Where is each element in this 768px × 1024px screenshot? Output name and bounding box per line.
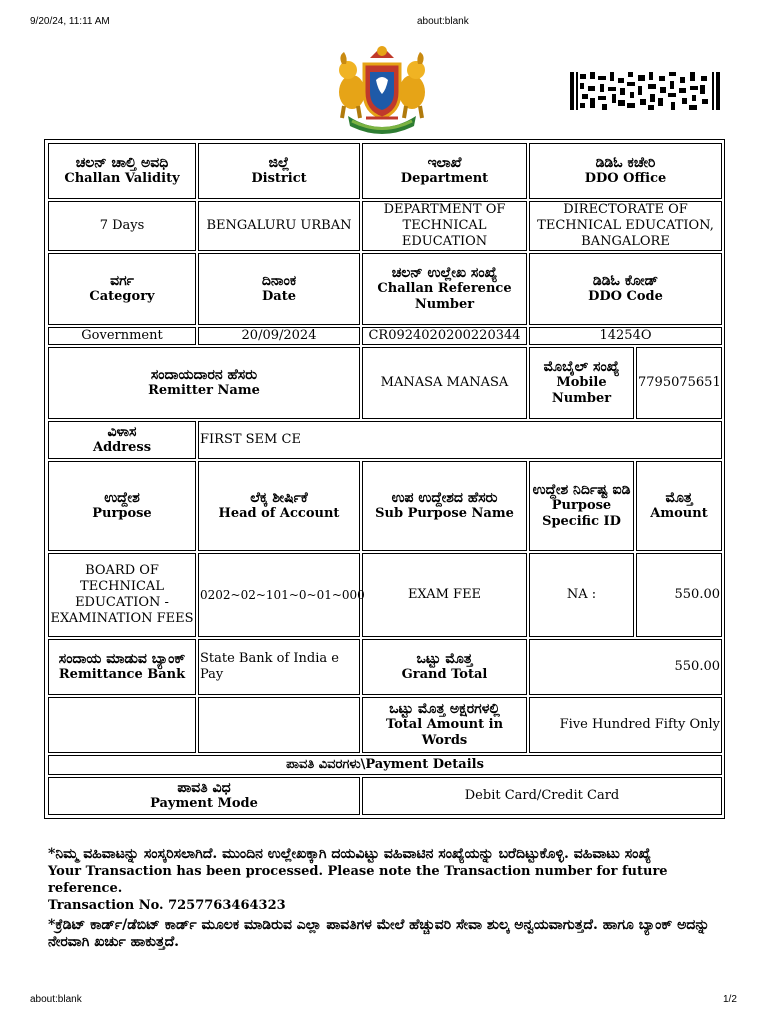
purpose-specific-id-value: NA : [529,553,634,637]
grand-total-label: ಒಟ್ಟು ಮೊತ್ತ Grand Total [362,639,527,695]
payment-mode-label: ಪಾವತಿ ವಿಧ Payment Mode [48,777,360,815]
remittance-bank-label: ಸಂದಾಯ ಮಾಡುವ ಬ್ಯಾಂಕ್ Remittance Bank [48,639,196,695]
total-words-value: Five Hundred Fifty Only [529,697,722,753]
validity-label: ಚಲನ್ ಚಾಲ್ತಿ ಅವಧಿ Challan Validity [48,143,196,199]
reference-label: ಚಲನ್ ಉಲ್ಲೇಖ ಸಂಖ್ಯೆ Challan Reference Number [362,253,527,325]
purpose-specific-id-header: ಉದ್ದೇಶ ನಿರ್ದಿಷ್ಟ ಐಡಿ Purpose Specific ID [529,461,634,551]
date-value: 20/09/2024 [198,327,360,345]
empty-cell [48,697,196,753]
remittance-bank-value: State Bank of India e Pay [198,639,360,695]
amount-header: ಮೊತ್ತ Amount [636,461,722,551]
district-value: BENGALURU URBAN [198,201,360,251]
purpose-header: ಉದ್ದೇಶ Purpose [48,461,196,551]
address-value: FIRST SEM CE [198,421,722,459]
ddo-office-value: DIRECTORATE OF TECHNICAL EDUCATION, BANGALORE [529,201,722,251]
processed-note-english: Your Transaction has been processed. Please note the Transaction number for future reference. [48,864,668,896]
ddo-code-label: ಡಿಡಿಓ ಕೋಡ್ DDO Code [529,253,722,325]
head-of-account-value: 0202~02~101~0~01~000 [198,553,360,637]
empty-cell [198,697,360,753]
validity-value: 7 Days [48,201,196,251]
charges-note-kannada: *ಕ್ರೆಡಿಟ್ ಕಾರ್ಡ್/ಡೆಬಿಟ್ ಕಾರ್ಡ್ ಮೂಲಕ ಮಾಡಿರುವ ಎಲ್ಲಾ ಪಾವತಿಗಳ ಮೇಲೆ ಹೆಚ್ಚುವರಿ ಸೇವಾ ಶುಲ್ಕ ಅನ್ವಯವಾಗುತ್ತದೆ. ಹಾಗೂ ಬ್ಯಾಂಕ್ ಅದನ್ನು ನೇರವಾಗಿ ಖರ್ಚು ಹಾಕುತ್ತದೆ. [48,917,710,950]
remitter-label: ಸಂದಾಯದಾರನ ಹೆಸರು Remitter Name [48,347,360,419]
print-footer-url: about:blank [30,994,82,1005]
mobile-value: 7795075651 [636,347,722,419]
purpose-row [48,553,722,637]
challan-table [46,141,724,817]
notes [48,846,728,954]
date-label: ದಿನಾಂಕ Date [198,253,360,325]
category-value: Government [48,327,196,345]
payment-details-heading: ಪಾವತಿ ವಿವರಗಳು\Payment Details [48,755,722,775]
payment-mode-value: Debit Card/Credit Card [362,777,722,815]
print-page-number: 1/2 [723,994,737,1005]
karnataka-state-emblem-icon [330,42,434,138]
head-of-account-header: ಲೆಕ್ಕ ಶೀರ್ಷಿಕೆ Head of Account [198,461,360,551]
total-words-label: ಒಟ್ಟು ಮೊತ್ತ ಅಕ್ಷರಗಳಲ್ಲಿ Total Amount in Words [362,697,527,753]
grand-total-value: 550.00 [529,639,722,695]
district-label: ಜಿಲ್ಲೆ District [198,143,360,199]
reference-value: CR0924020200220344 [362,327,527,345]
mobile-label: ಮೊಬೈಲ್ ಸಂಖ್ಯೆ Mobile Number [529,347,634,419]
processed-note-kannada: *ನಿಮ್ಮ ವಹಿವಾಟನ್ನು ಸಂಸ್ಕರಿಸಲಾಗಿದೆ. ಮುಂದಿನ ಉಲ್ಲೇಖಕ್ಕಾಗಿ ದಯವಿಟ್ಟು ವಹಿವಾಟಿನ ಸಂಖ್ಯೆಯನ್ನು ಬರೆದಿಟ್ಟುಕೊಳ್ಳಿ. ವಹಿವಾಟು ಸಂಖ್ಯೆ [48,846,652,862]
remitter-value: MANASA MANASA [362,347,527,419]
print-timestamp: 9/20/24, 11:11 AM [30,16,110,27]
transaction-number: Transaction No. 7257763464323 [48,898,286,913]
category-label: ವರ್ಗ Category [48,253,196,325]
ddo-code-value: 14254O [529,327,722,345]
purpose-value: BOARD OF TECHNICAL EDUCATION - EXAMINATION FEES [48,553,196,637]
department-value: DEPARTMENT OF TECHNICAL EDUCATION [362,201,527,251]
sub-purpose-header: ಉಪ ಉದ್ದೇಶದ ಹೆಸರು Sub Purpose Name [362,461,527,551]
address-label: ವಿಳಾಸ Address [48,421,196,459]
amount-value: 550.00 [636,553,722,637]
barcode-icon [570,72,720,110]
ddo-office-label: ಡಿಡಿಓ ಕಚೇರಿ DDO Office [529,143,722,199]
department-label: ಇಲಾಖೆ Department [362,143,527,199]
print-page-title: about:blank [417,16,469,27]
challan-form [44,139,725,819]
sub-purpose-value: EXAM FEE [362,553,527,637]
